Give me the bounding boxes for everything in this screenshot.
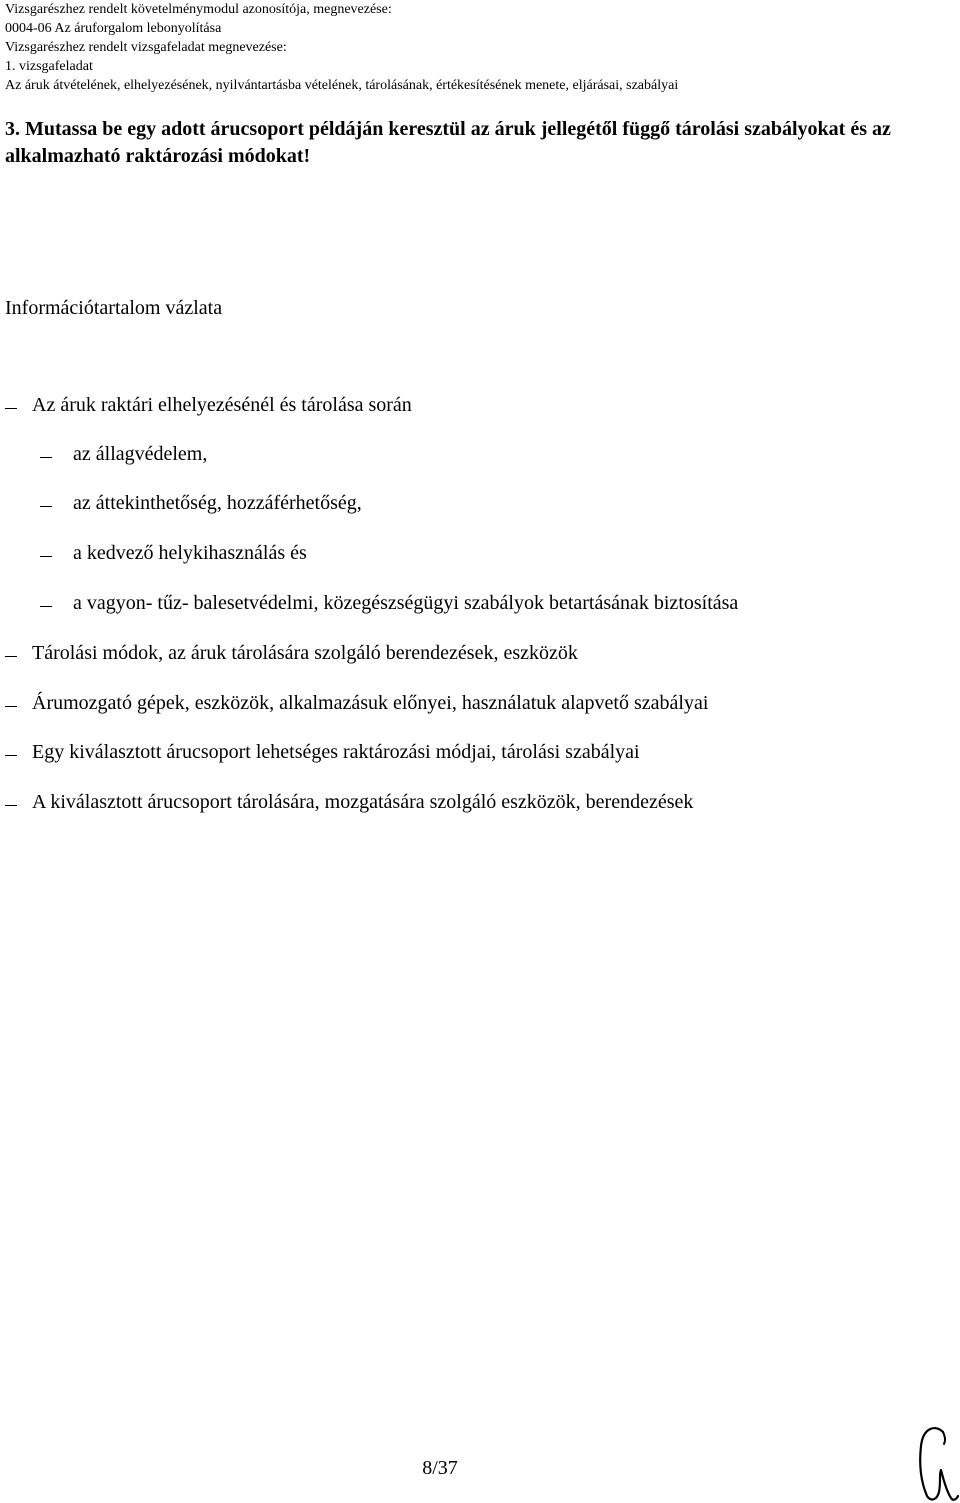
dash-bullet-icon	[40, 556, 52, 557]
outline-item-text: a kedvező helykihasználás és	[73, 542, 307, 564]
outline-item-text: az áttekinthetőség, hozzáférhetőség,	[73, 492, 362, 514]
outline-item	[0, 640, 960, 667]
outline-item-text: Egy kiválasztott árucsoport lehetséges raktározási módjai, tárolási szabályai	[32, 741, 640, 763]
outline-item-text: Tárolási módok, az áruk tárolására szolgáló berendezések, eszközök	[32, 642, 578, 664]
header-module-name: 0004-06 Az áruforgalom lebonyolítása	[5, 21, 222, 36]
signature-mark	[915, 1422, 960, 1503]
dash-bullet-icon	[5, 656, 17, 657]
outline-item-text: A kiválasztott árucsoport tárolására, mozgatására szolgáló eszközök, berendezések	[32, 791, 694, 813]
dash-bullet-icon	[5, 755, 17, 756]
outline-subitem	[0, 590, 960, 617]
outline-subitem	[0, 490, 960, 517]
exam-question: 3. Mutassa be egy adott árucsoport példáján keresztül az áruk jellegétől függő tárolási szabályokat és az alkalmazható raktározási módokat!	[5, 118, 891, 167]
outline-item	[0, 690, 960, 717]
header-task-number: 1. vizsgafeladat	[5, 59, 93, 74]
outline-subitem	[0, 540, 960, 567]
outline-item	[0, 739, 960, 766]
header-module-label: Vizsgarészhez rendelt követelménymodul azonosítója, megnevezése:	[5, 2, 392, 17]
outline-item	[0, 789, 960, 816]
outline-item-text: Az áruk raktári elhelyezésénél és tárolása során	[32, 394, 412, 416]
outline-title: Információtartalom vázlata	[5, 297, 223, 319]
dash-bullet-icon	[40, 506, 52, 507]
dash-bullet-icon	[40, 457, 52, 458]
outline-item	[0, 392, 960, 419]
outline-item-text: a vagyon- tűz- balesetvédelmi, közegészségügyi szabályok betartásának biztosítása	[73, 592, 739, 614]
document-header	[5, 0, 955, 95]
outline-subitem	[0, 441, 960, 468]
header-task-name: Az áruk átvételének, elhelyezésének, nyilvántartásba vételének, tárolásának, értékesítésének menete, eljárásai, szabályai	[5, 78, 679, 93]
dash-bullet-icon	[40, 606, 52, 607]
dash-bullet-icon	[5, 408, 17, 409]
dash-bullet-icon	[5, 805, 17, 806]
outline-item-text: Árumozgató gépek, eszközök, alkalmazásuk előnyei, használatuk alapvető szabályai	[32, 692, 709, 714]
outline-item-text: az állagvédelem,	[73, 443, 208, 465]
dash-bullet-icon	[5, 706, 17, 707]
page-number: 8/37	[422, 1457, 458, 1479]
header-task-label: Vizsgarészhez rendelt vizsgafeladat megnevezése:	[5, 40, 287, 55]
